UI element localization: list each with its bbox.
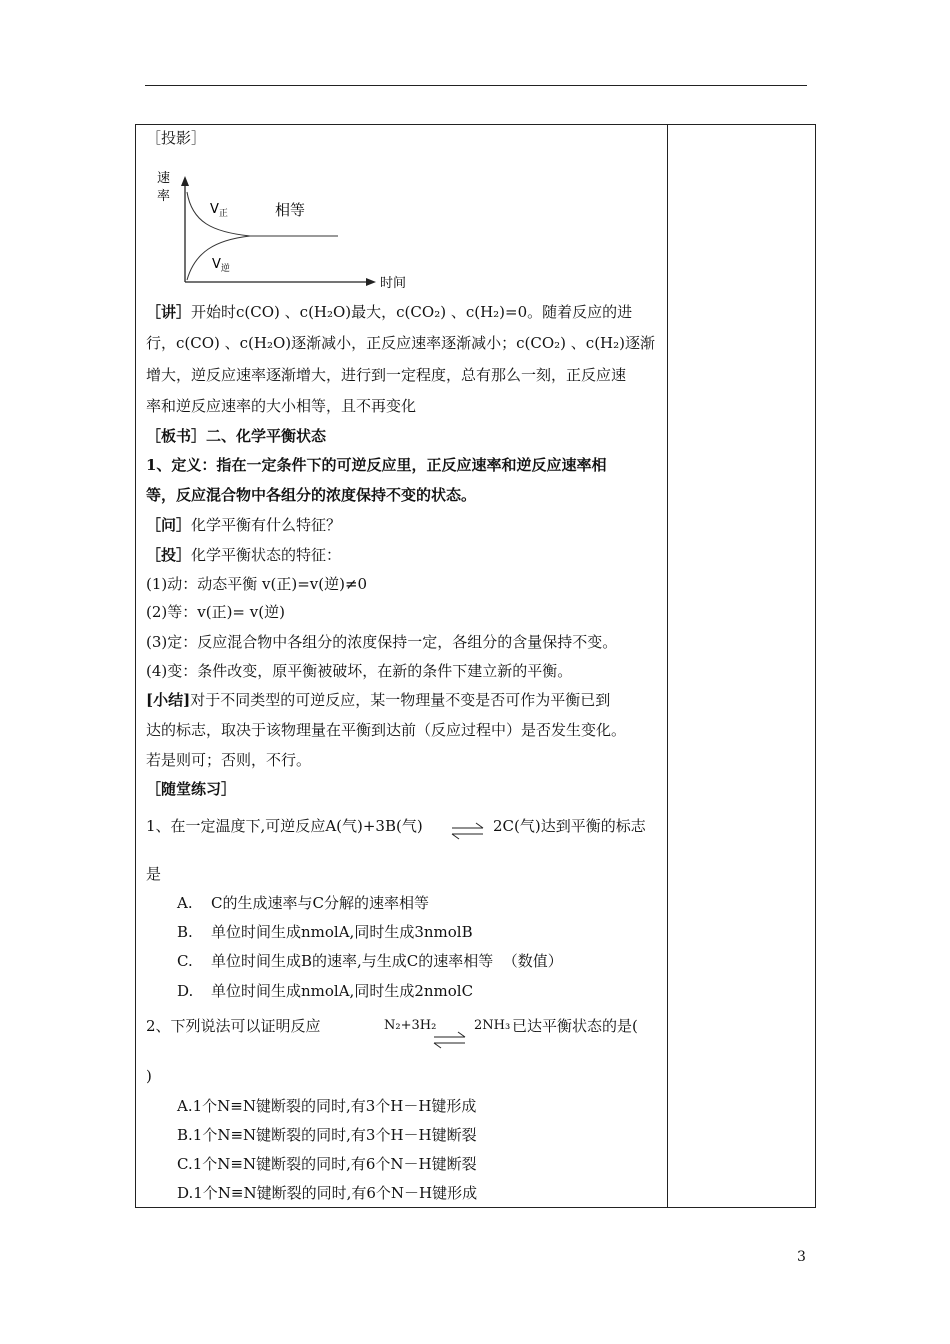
q1-option-d: D. 单位时间生成nmolA,同时生成2nmolC [177, 982, 474, 1000]
q1-stem-c: 是 [146, 865, 162, 883]
cast-line: ［投］化学平衡状态的特征： [146, 546, 342, 564]
lecture-line-2: 行，c(CO) 、c(H₂O)逐渐减小，正反应速率逐渐减小；c(CO₂) 、c(H₂)逐渐 [146, 334, 656, 352]
q2-stem-a: 2、下列说法可以证明反应 [146, 1017, 321, 1035]
q2-option-b: B.1个N≡N键断裂的同时,有3个H－H键断裂 [177, 1126, 477, 1144]
equilibrium-arrow-icon [432, 1031, 468, 1049]
graph-equal-label: 相等 [275, 201, 306, 219]
q1-option-b: B. 单位时间生成nmolA,同时生成3nmolB [177, 923, 473, 941]
projection-tag: ［投影］ [146, 129, 207, 147]
feature-1: (1)动：动态平衡 v(正)=v(逆)≠0 [146, 575, 368, 593]
definition-line-2: 等，反应混合物中各组分的浓度保持不变的状态。 [146, 486, 477, 504]
q1-stem-a: 1、在一定温度下,可逆反应A(气)+3B(气) [146, 817, 423, 835]
rate-time-graph [150, 162, 420, 294]
lecture-line-3: 增大，逆反应速率逐渐增大，进行到一定程度，总有那么一刻，正反应速 [146, 366, 627, 384]
page-number: 3 [797, 1249, 806, 1265]
graph-y-label-2: 率 [157, 189, 171, 204]
q2-products: 2NH₃ [474, 1018, 511, 1033]
header-rule [145, 85, 807, 86]
q1-option-c: C. 单位时间生成B的速率,与生成C的速率相等 （数值） [177, 952, 563, 970]
summary-line-2: 达的标志，取决于该物理量在平衡到达前（反应过程中）是否发生变化。 [146, 721, 627, 739]
y-axis-arrow [181, 176, 189, 186]
graph-y-label-1: 速 [157, 171, 171, 186]
q2-option-a: A.1个N≡N键断裂的同时,有3个H－H键形成 [177, 1097, 477, 1115]
x-axis-arrow [366, 278, 376, 286]
table-column-divider [667, 124, 668, 1208]
equilibrium-arrow-icon [450, 822, 486, 840]
feature-2: (2)等：v(正)= v(逆) [146, 603, 285, 621]
lecture-line-4: 率和逆反应速率的大小相等，且不再变化 [146, 397, 417, 415]
q2-option-d: D.1个N≡N键断裂的同时,有6个N－H键形成 [177, 1184, 478, 1202]
lecture-line-1: ［讲］开始时c(CO) 、c(H₂O)最大，c(CO₂) 、c(H₂)=0。随着反应的进 [146, 303, 633, 321]
summary-line-3: 若是则可；否则，不行。 [146, 751, 312, 769]
q2-stem-b: 已达平衡状态的是( [512, 1017, 638, 1035]
question-line: ［问］化学平衡有什么特征？ [146, 516, 342, 534]
board-heading: ［板书］二、化学平衡状态 [146, 427, 327, 445]
summary-line-1: [小结]对于不同类型的可逆反应，某一物理量不变是否可作为平衡已到 [146, 691, 611, 709]
graph-x-label: 时间 [380, 276, 407, 291]
graph-v-reverse: $V_逆$ [212, 257, 230, 274]
graph-v-forward: $V_正$ [210, 202, 228, 219]
practice-tag: ［随堂练习］ [146, 780, 237, 798]
feature-4: (4)变：条件改变，原平衡被破坏，在新的条件下建立新的平衡。 [146, 662, 573, 680]
q1-stem-b: 2C(气)达到平衡的标志 [493, 817, 646, 835]
q2-stem-c: ) [146, 1067, 152, 1085]
q1-option-a: A. C的生成速率与C分解的速率相等 [177, 894, 429, 912]
q2-option-c: C.1个N≡N键断裂的同时,有6个N－H键断裂 [177, 1155, 477, 1173]
feature-3: (3)定：反应混合物中各组分的浓度保持一定，各组分的含量保持不变。 [146, 633, 618, 651]
q2-reactants: N₂+3H₂ [384, 1018, 437, 1033]
definition-line-1: 1、定义：指在一定条件下的可逆反应里，正反应速率和逆反应速率相 [146, 456, 607, 474]
